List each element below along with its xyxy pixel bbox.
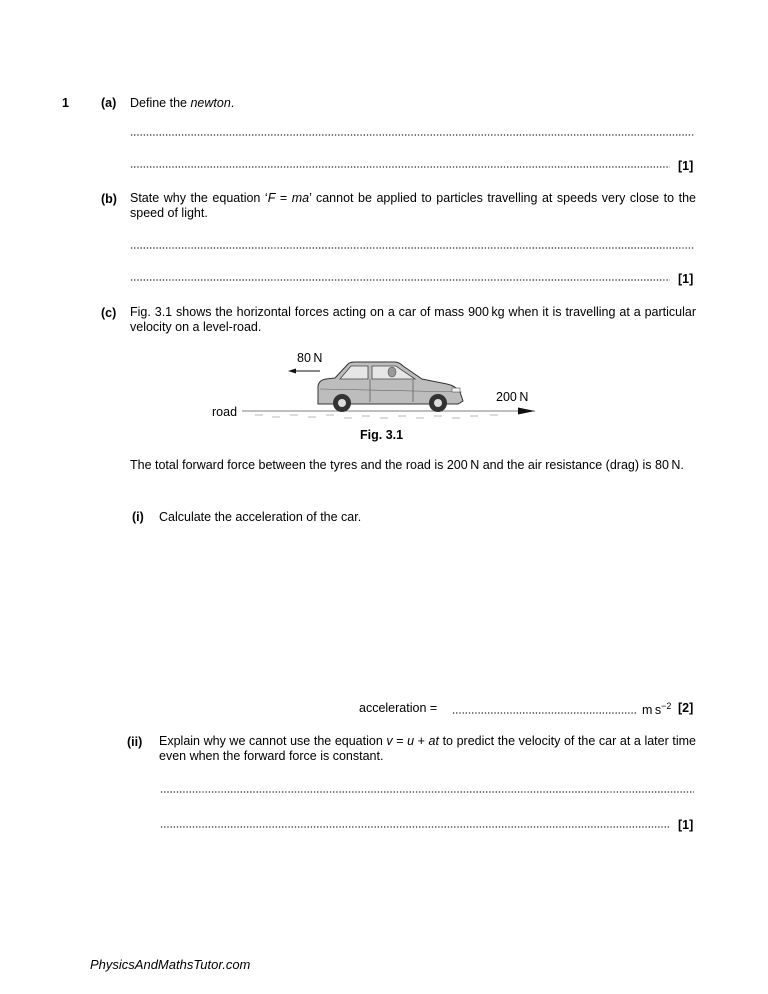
part-c-label: (c) <box>101 306 117 320</box>
answer-line-b2[interactable] <box>130 279 670 281</box>
mark-a: [1] <box>678 159 694 173</box>
road-label: road <box>212 405 238 419</box>
part-a-text-pre: Define the <box>130 96 191 110</box>
footer-site-name: PhysicsAndMathsTutor.com <box>90 957 251 972</box>
answer-line-a1[interactable] <box>130 134 694 136</box>
unit-text: m s <box>642 703 662 718</box>
forward-arrow-head <box>518 408 535 415</box>
eq-equals-2: = <box>392 734 408 748</box>
part-c-intro: Fig. 3.1 shows the horizontal forces acting on a car of mass 900 kg when it is travelling at a particular velocity on a level-road. <box>130 305 696 334</box>
answer-line-c-ii-2[interactable] <box>160 826 670 828</box>
acceleration-label: acceleration = <box>359 701 438 715</box>
part-c-text: The total forward force between the tyres and the road is 200 N and the air resistance (drag) is 80 N. <box>130 458 684 472</box>
part-c-i-question: Calculate the acceleration of the car. <box>159 510 362 524</box>
road-dashes <box>255 415 498 418</box>
part-a-term: newton <box>190 96 231 110</box>
part-c-i-label: (i) <box>132 510 144 524</box>
part-a-question <box>130 96 234 110</box>
eq-at: at <box>428 734 439 748</box>
unit-exponent: −2 <box>661 701 672 711</box>
eq-f: F <box>267 191 276 205</box>
part-c-ii-question <box>159 734 696 764</box>
question-number: 1 <box>62 96 69 110</box>
drag-force-label: 80 N <box>297 351 323 365</box>
car-icon <box>318 362 463 412</box>
part-c-ii-text-pre: Explain why we cannot use the equation <box>159 734 387 748</box>
acceleration-answer-line[interactable] <box>452 712 636 714</box>
part-b-text-post: ’ cannot be applied to particles travelling at speeds very close to the speed of light. <box>130 191 696 220</box>
mark-c-i: [2] <box>678 701 694 715</box>
part-b-label: (b) <box>101 192 117 206</box>
answer-line-c-ii-1[interactable] <box>160 791 694 793</box>
acceleration-unit <box>642 701 671 717</box>
eq-v: v <box>386 734 393 748</box>
eq-u: u <box>407 734 415 748</box>
answer-line-a2[interactable] <box>130 166 670 168</box>
part-b-question <box>130 191 696 221</box>
eq-equals: = <box>275 191 292 205</box>
eq-plus: + <box>414 734 429 748</box>
drag-arrow-head <box>288 369 296 374</box>
part-b-text-pre: State why the equation ‘ <box>130 191 268 205</box>
mark-c-ii: [1] <box>678 818 694 832</box>
eq-ma: ma <box>291 191 310 205</box>
answer-line-b1[interactable] <box>130 247 694 249</box>
part-c-ii-label: (ii) <box>127 735 143 749</box>
figure-caption: Fig. 3.1 <box>360 428 404 442</box>
figure-3-1 <box>200 348 570 443</box>
part-c-ii-text-post: to predict the velocity of the car at a later time even when the forward force is constant. <box>159 734 696 763</box>
mark-b: [1] <box>678 272 694 286</box>
part-a-text-post: . <box>230 96 235 110</box>
part-a-label: (a) <box>101 96 117 110</box>
forward-force-label: 200 N <box>496 390 529 404</box>
